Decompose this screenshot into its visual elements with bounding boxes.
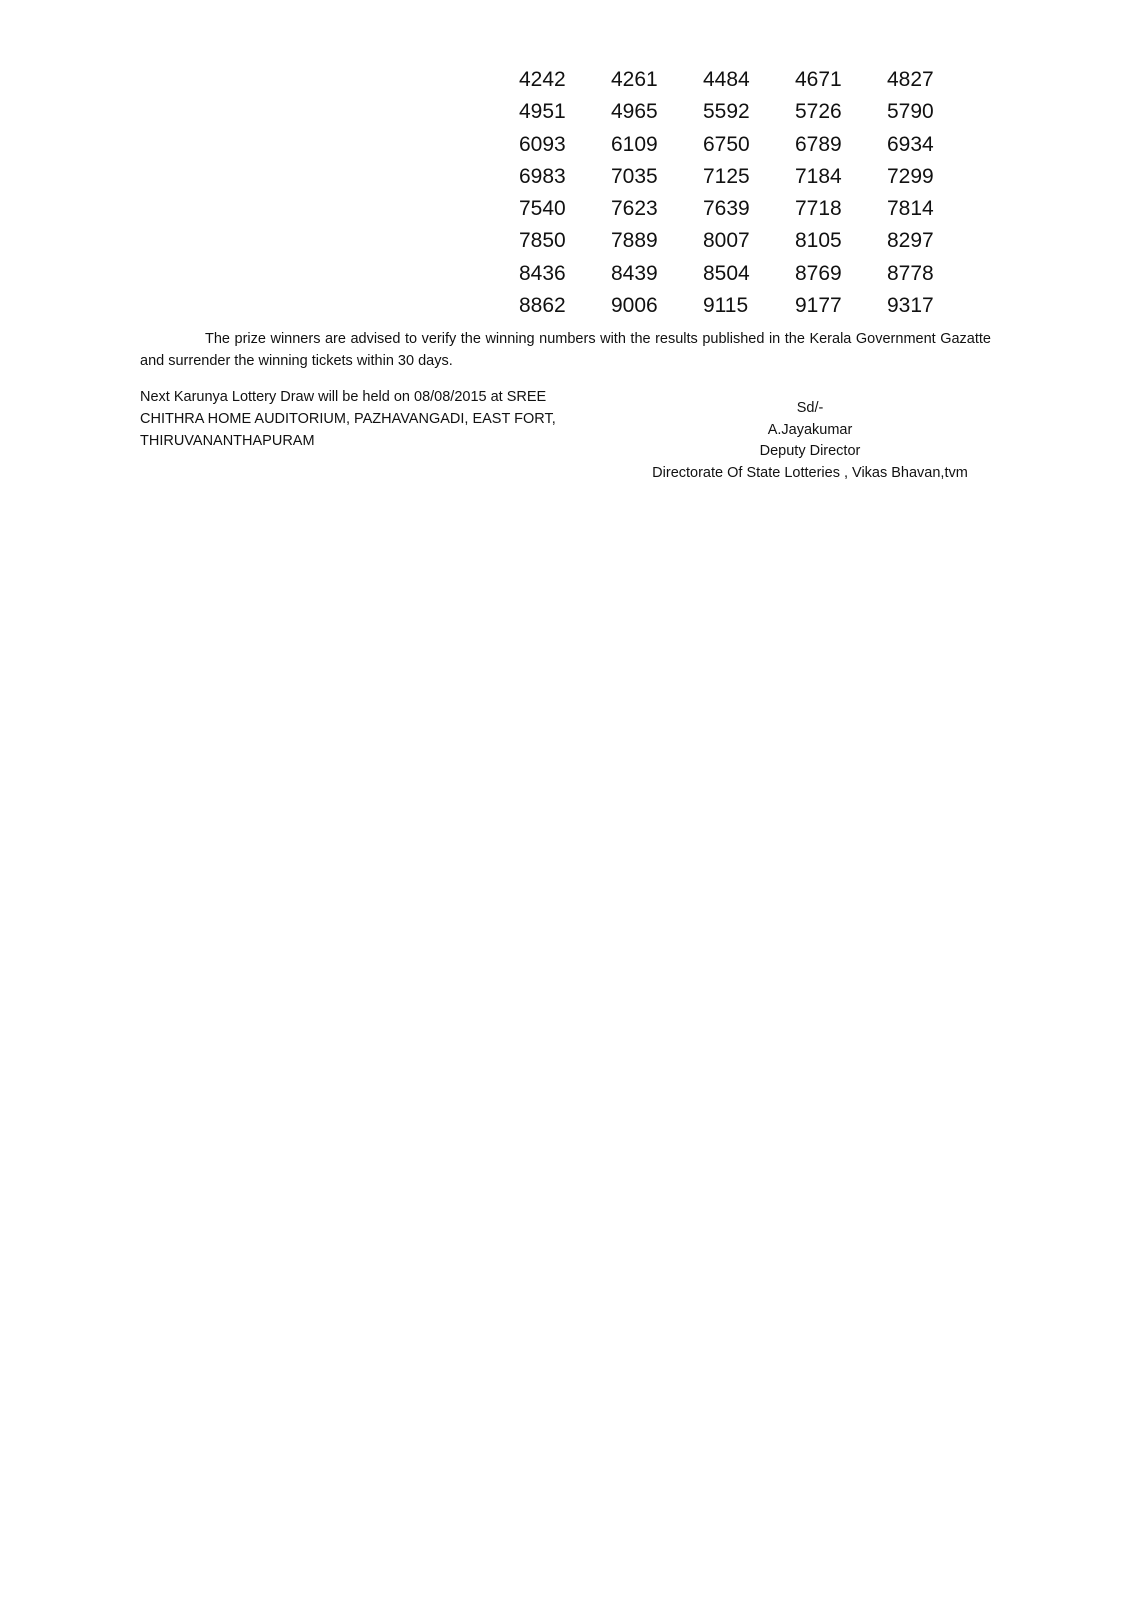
signatory-designation: Deputy Director: [759, 443, 861, 459]
next-draw-line: CHITHRA HOME AUDITORIUM, PAZHAVANGADI, EAST FORT,: [140, 411, 556, 427]
next-draw-line: Next Karunya Lottery Draw will be held on 08/08/2015 at SREE: [140, 389, 547, 405]
winning-number: 8436: [519, 261, 566, 285]
winning-number: 4242: [519, 68, 566, 91]
signatory-office: Directorate Of State Lotteries , Vikas Bhavan,tvm: [652, 464, 968, 481]
signature-block: [620, 398, 1000, 484]
winning-number: 6750: [703, 132, 750, 156]
winning-number: 7889: [611, 229, 658, 253]
winning-number: 6934: [887, 132, 934, 156]
winning-number: 7125: [703, 164, 750, 188]
winning-number: 9317: [887, 294, 934, 318]
winning-number: 8297: [887, 229, 934, 253]
signatory-name: A.Jayakumar: [767, 421, 853, 438]
winning-number: 4951: [519, 100, 566, 124]
winning-number: 7639: [703, 197, 750, 221]
winning-number: 7814: [887, 197, 934, 221]
signature-sd: Sd/-: [796, 400, 824, 416]
winning-number: 8504: [703, 261, 750, 285]
winning-number: 7623: [611, 197, 658, 221]
winning-number: 9006: [611, 294, 658, 318]
winning-number: 5592: [703, 100, 750, 124]
winning-number: 6093: [519, 132, 566, 156]
winning-number: 8862: [519, 294, 566, 318]
next-draw-line: THIRUVANANTHAPURAM: [140, 433, 315, 449]
advice-paragraph: The prize winners are advised to verify the winning numbers with the results published in the Kerala Government Gazatte and surrender the winning tickets within 30 days.: [140, 331, 991, 369]
winning-number: 8769: [795, 261, 842, 285]
winning-number: 7035: [611, 164, 658, 188]
winning-number: 4484: [703, 68, 750, 91]
winning-number: 5790: [887, 100, 934, 124]
winning-number: 4827: [887, 68, 934, 91]
next-draw-notice: [140, 386, 610, 452]
winning-number: 9115: [703, 294, 749, 318]
winning-number: 4965: [611, 100, 658, 124]
winning-number: 8778: [887, 261, 934, 285]
winning-number: 5726: [795, 100, 842, 124]
winning-number: 8439: [611, 261, 658, 285]
winning-number: 4671: [795, 68, 842, 91]
winning-number: 9177: [795, 294, 842, 318]
winning-number: 7540: [519, 197, 566, 221]
winning-numbers-table: [519, 64, 979, 322]
winning-number: 7850: [519, 229, 566, 253]
winning-number: 8007: [703, 229, 750, 253]
winning-number: 7299: [887, 164, 934, 188]
winning-number: 4261: [611, 68, 658, 91]
winning-number: 6109: [611, 132, 658, 156]
winning-number: 6789: [795, 132, 842, 156]
winning-number: 7184: [795, 164, 842, 188]
winning-number: 6983: [519, 164, 566, 188]
winning-number: 7718: [795, 197, 842, 221]
winning-number: 8105: [795, 229, 842, 253]
